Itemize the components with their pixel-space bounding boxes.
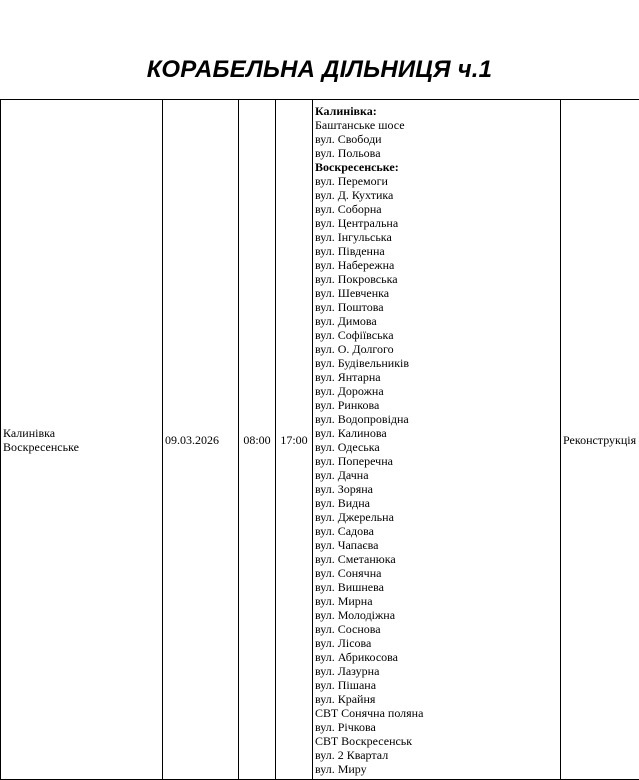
table-row	[1, 100, 639, 780]
street-item: вул. Мирна	[315, 593, 373, 608]
street-item: вул. Покровська	[315, 271, 398, 286]
page-title: КОРАБЕЛЬНА ДІЛЬНИЦЯ ч.1	[146, 56, 493, 83]
street-item: вул. Дорожна	[315, 383, 384, 398]
street-item: вул. Дачна	[315, 467, 369, 482]
street-item: вул. Крайня	[315, 691, 376, 706]
street-item: вул. Соснова	[315, 621, 381, 636]
street-item: вул. Пішана	[315, 677, 377, 692]
streets-list	[315, 104, 558, 776]
street-item: вул. Ринкова	[315, 397, 380, 412]
start-time-cell: 08:00	[239, 100, 276, 780]
reason-cell: Реконструкція	[561, 100, 639, 780]
street-item: вул. Соборна	[315, 201, 382, 216]
street-item: вул. Чапаєва	[315, 537, 379, 552]
street-item: вул. О. Долгого	[315, 341, 394, 356]
street-item: СВТ Сонячна поляна	[315, 705, 424, 720]
street-item: вул. Одеська	[315, 439, 380, 454]
street-item: вул. Софіївська	[315, 327, 394, 342]
street-item: вул. Зоряна	[315, 481, 373, 496]
date-cell: 09.03.2026	[163, 100, 239, 780]
street-item: вул. Калинова	[315, 425, 387, 440]
streets-cell	[313, 100, 561, 780]
street-item: вул. Вишнева	[315, 579, 384, 594]
street-item: вул. Свободи	[315, 131, 382, 146]
street-item: вул. Лазурна	[315, 663, 380, 678]
street-item: вул. Набережна	[315, 257, 395, 272]
street-item: СВТ Воскресенськ	[315, 733, 413, 748]
street-group-heading: Воскресенське:	[315, 159, 399, 174]
street-item: вул. Шевченка	[315, 285, 390, 300]
street-group-heading: Калинівка:	[315, 103, 377, 118]
end-time-cell: 17:00	[276, 100, 313, 780]
street-item: вул. Д. Кухтика	[315, 187, 394, 202]
street-item: вул. Джерельна	[315, 509, 394, 524]
street-item: вул. 2 Квартал	[315, 747, 389, 762]
location-name: Воскресенське	[3, 439, 79, 454]
street-item: вул. Польова	[315, 145, 381, 160]
street-item: вул. Видна	[315, 495, 370, 510]
street-item: вул. Сонячна	[315, 565, 382, 580]
street-item: вул. Сметанюка	[315, 551, 396, 566]
street-item: вул. Річкова	[315, 719, 376, 734]
street-item: вул. Водопровідна	[315, 411, 409, 426]
street-item: вул. Миру	[315, 761, 367, 776]
outage-table	[0, 99, 639, 780]
street-item: вул. Інгульська	[315, 229, 392, 244]
street-item: вул. Поперечна	[315, 453, 393, 468]
street-item: вул. Димова	[315, 313, 377, 328]
locations-cell	[1, 100, 163, 780]
street-item: вул. Південна	[315, 243, 385, 258]
street-item: вул. Будівельників	[315, 355, 410, 370]
street-item: вул. Поштова	[315, 299, 384, 314]
street-item: вул. Молодіжна	[315, 607, 396, 622]
location-name: Калинівка	[3, 425, 56, 440]
street-item: вул. Лісова	[315, 635, 372, 650]
street-item: Баштанське шосе	[315, 117, 405, 132]
street-item: вул. Центральна	[315, 215, 399, 230]
street-item: вул. Янтарна	[315, 369, 381, 384]
street-item: вул. Садова	[315, 523, 374, 538]
street-item: вул. Перемоги	[315, 173, 388, 188]
street-item: вул. Абрикосова	[315, 649, 398, 664]
